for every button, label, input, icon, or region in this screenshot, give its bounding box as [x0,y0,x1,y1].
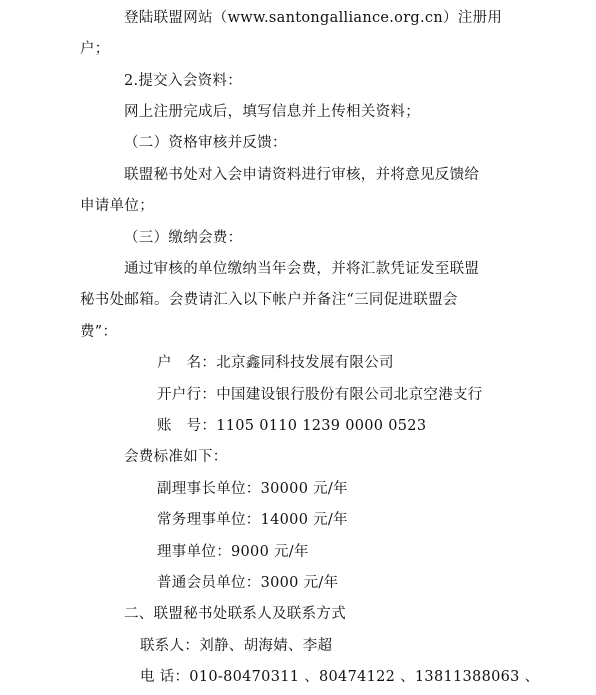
text-line: 申请单位； [80,198,154,214]
account-number: 账 号：1105 0110 1239 0000 0523 [157,418,427,434]
text-line: 户； [80,41,110,57]
contact-phones: 电 话：010-80470311 、80474122 、13811388063 、 [140,669,540,685]
account-name: 户 名：北京鑫同科技发展有限公司 [157,355,394,371]
fee-item: 普通会员单位：3000 元/年 [157,575,339,591]
contact-persons: 联系人：刘静、胡海婧、李超 [140,638,333,654]
text-line: 秘书处邮箱。会费请汇入以下帐户并备注“三同促进联盟会 [80,292,458,308]
section-heading: （二）资格审核并反馈： [124,135,287,151]
section-heading: （三）缴纳会费： [124,230,243,246]
text-line: 联盟秘书处对入会申请资料进行审核，并将意见反馈给 [124,167,480,183]
fee-standard-heading: 会费标准如下： [124,449,228,465]
text-line: 费”： [80,324,118,340]
text-line: 通过审核的单位缴纳当年会费，并将汇款凭证发至联盟 [124,261,480,277]
fee-item: 理事单位：9000 元/年 [157,544,309,560]
text-line: 登陆联盟网站（www.santongalliance.org.cn）注册用 [124,10,503,26]
section-heading: 二、联盟秘书处联系人及联系方式 [124,606,346,622]
section-heading: 2.提交入会资料： [124,73,243,89]
text-line: 网上注册完成后，填写信息并上传相关资料； [124,104,420,120]
fee-item: 常务理事单位：14000 元/年 [157,512,348,528]
fee-item: 副理事长单位：30000 元/年 [157,481,348,497]
account-bank: 开户行：中国建设银行股份有限公司北京空港支行 [157,387,483,403]
